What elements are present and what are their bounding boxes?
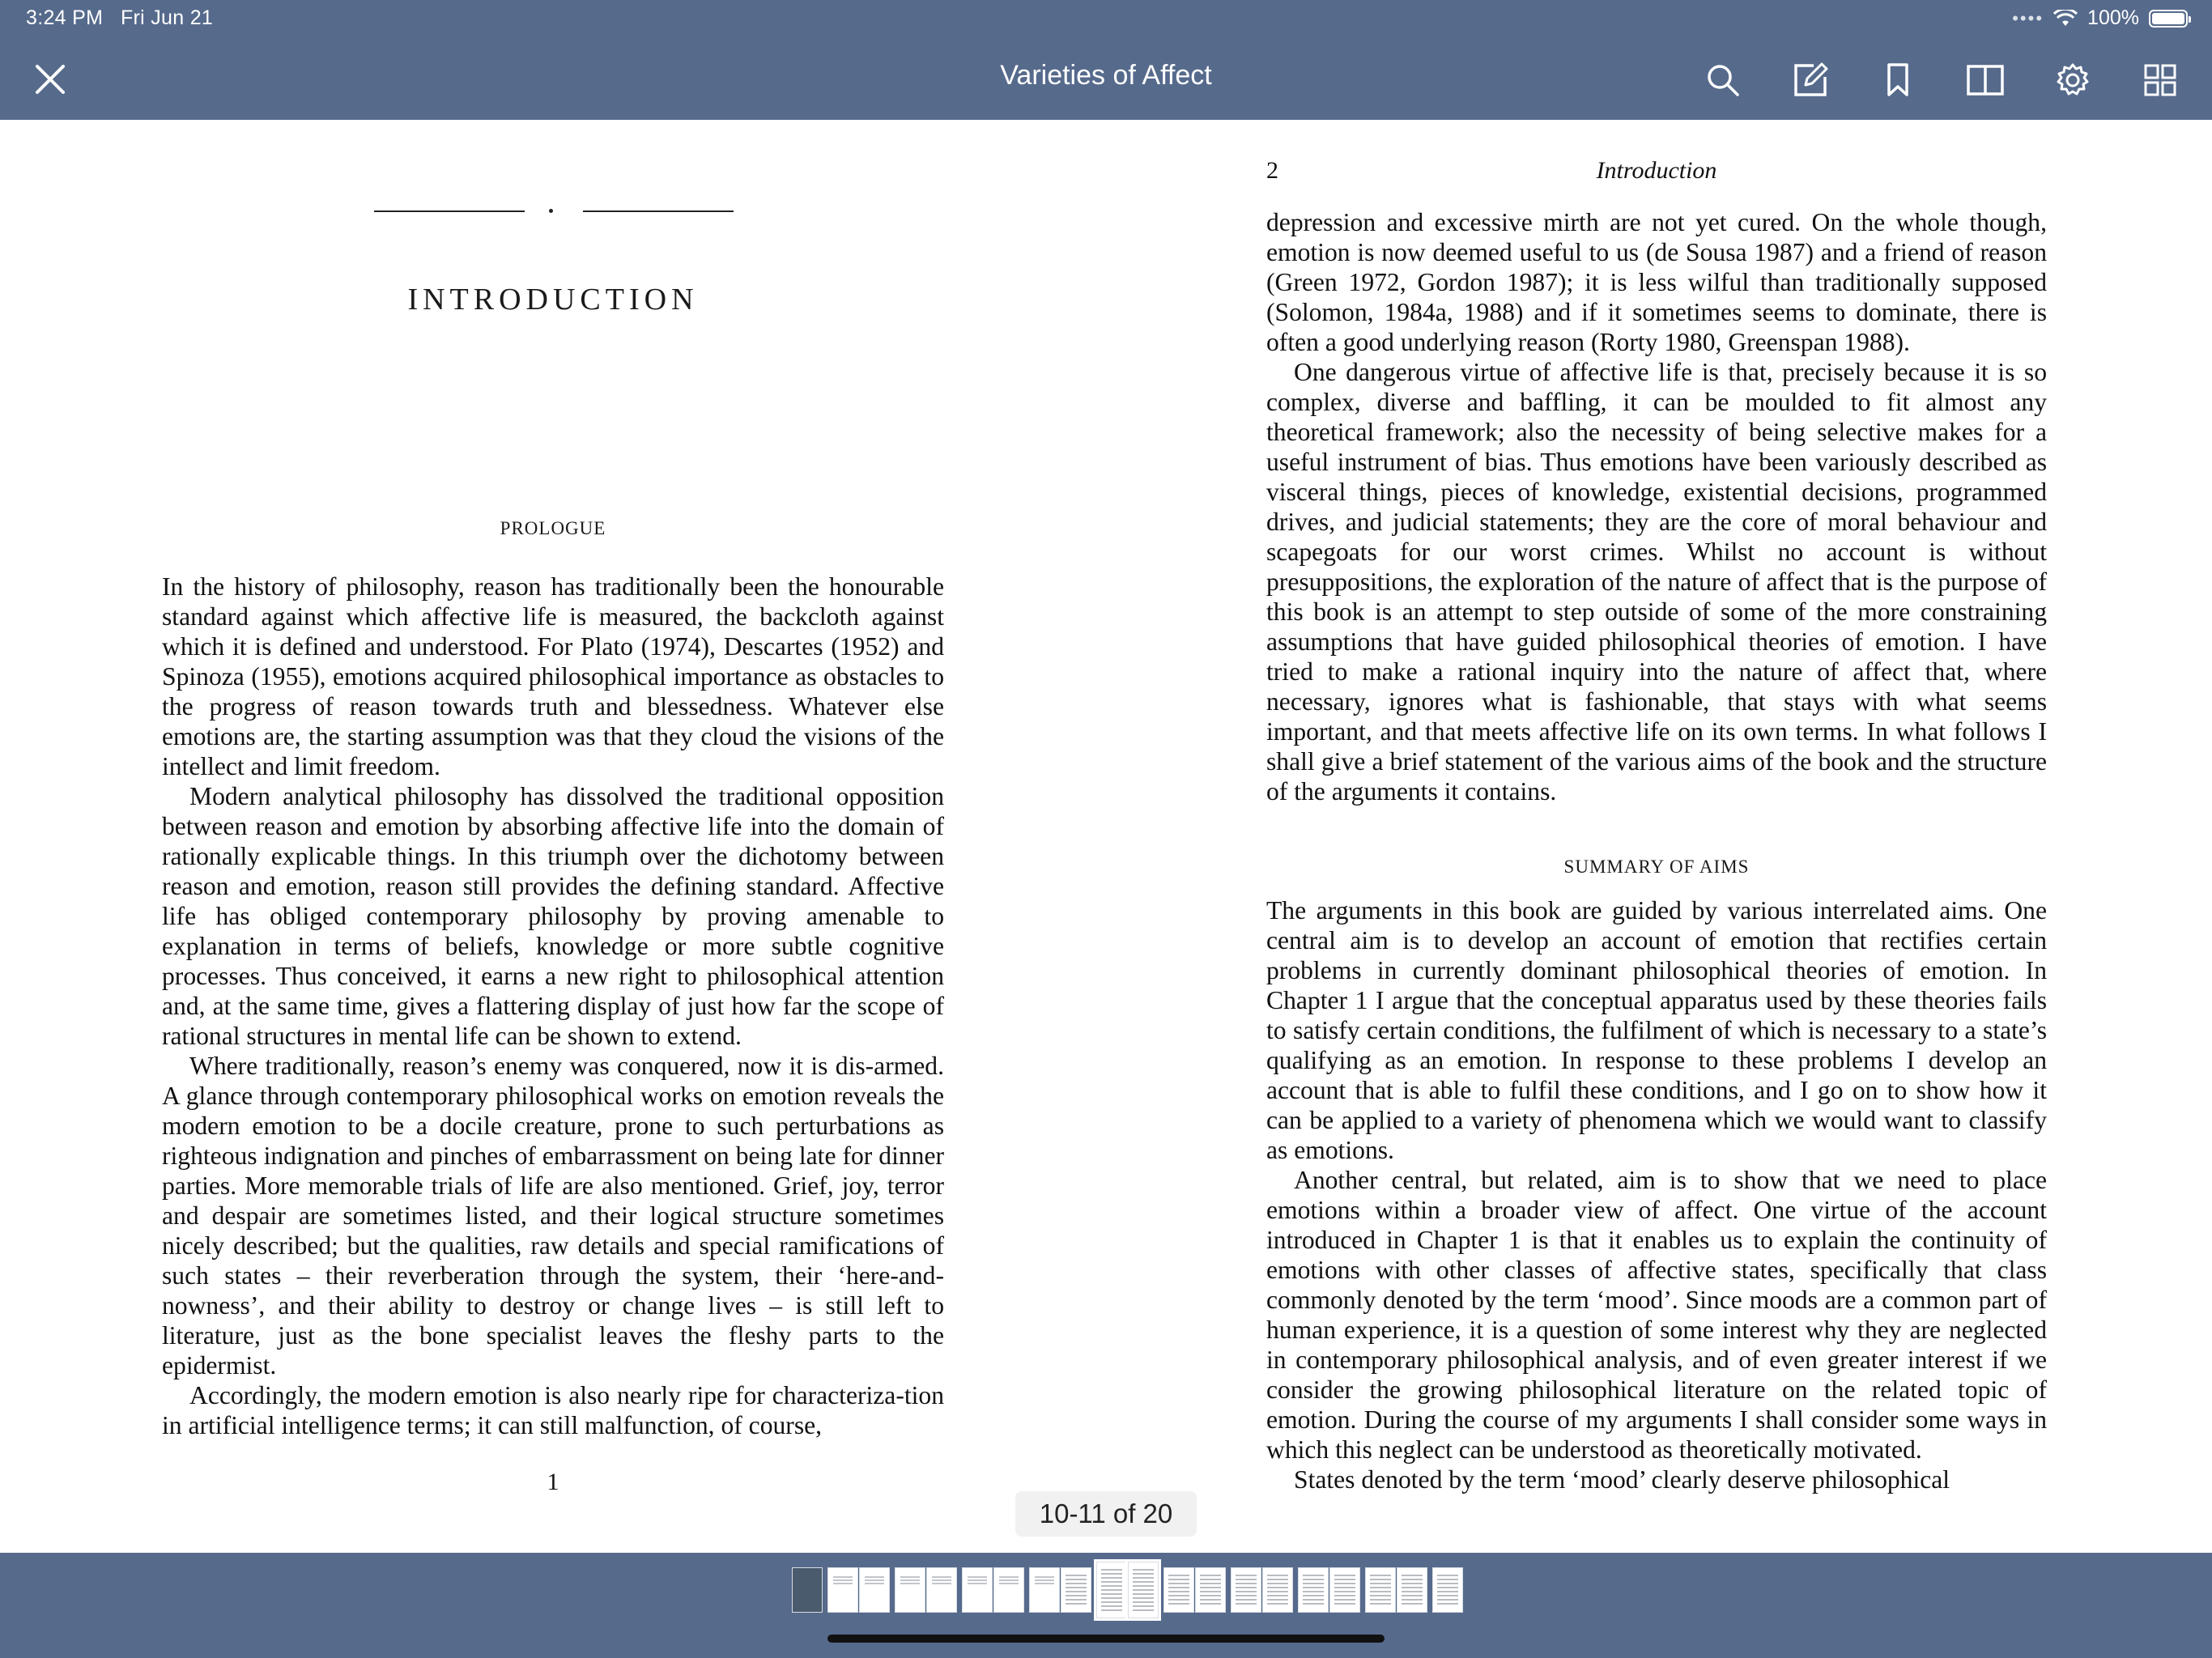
- thumbnail-text-preview: [1303, 1575, 1324, 1605]
- right-page-text-bottom: [1266, 895, 2047, 1494]
- document-title: Varieties of Affect: [1000, 60, 1212, 91]
- page-number: 1: [547, 1469, 559, 1495]
- running-head: [1266, 157, 2047, 189]
- thumbnail-page[interactable]: [1029, 1567, 1060, 1613]
- annotate-icon: [1793, 62, 1828, 98]
- top-bar: [0, 0, 2212, 120]
- thumbnail-page[interactable]: [962, 1567, 993, 1613]
- reading-mode-icon: [1966, 64, 2005, 96]
- settings-icon: [2055, 62, 2091, 98]
- paragraph: The arguments in this book are guided by various interrelated aims. One central aim is to develop an account of emotion that rectifies certain problems in currently dominant philosophical theories of emotion. In Chapter 1 I argue that the conceptual apparatus used by these theories fails to satisfy certain conditions, the fulfilment of which is necessary to a state’s qualifying as an emotion. In response to these problems I develop an account that is able to fulfil these conditions, and I go on to show how it can be applied to a variety of phenomena which we would want to classify as emotions.: [1266, 896, 2047, 1164]
- running-head-title: Introduction: [1596, 157, 1717, 184]
- thumbnail-text-preview: [1101, 1569, 1122, 1611]
- thumbnail-text-preview: [1035, 1576, 1054, 1584]
- battery-percent: 100%: [2087, 6, 2139, 29]
- thumbnail-page[interactable]: [895, 1567, 925, 1613]
- thumbnail-page[interactable]: [859, 1567, 890, 1613]
- thumbnail-text-preview: [999, 1576, 1019, 1584]
- thumbnail-text-preview: [1133, 1569, 1154, 1611]
- thumbnail-page[interactable]: [1163, 1567, 1194, 1613]
- thumbnail-text-preview: [900, 1576, 920, 1584]
- wifi-icon: [2053, 10, 2078, 28]
- paragraph: depression and excessive mirth are not yet cured. On the whole though, emotion is now deemed useful to us (de Sousa 1987) and a friend of reason (Green 1972, Gordon 1987); it is less wilful than traditionally supposed (Solomon, 1984a, 1988) and if it sometimes seems to dominate, there is often a good underlying reason (Rorty 1980, Greenspan 1988).: [1266, 208, 2047, 356]
- grid-view-button[interactable]: [2138, 60, 2183, 100]
- thumbnail-page[interactable]: [1397, 1567, 1427, 1613]
- status-date: Fri Jun 21: [120, 6, 214, 29]
- section-heading-summary: SUMMARY OF AIMS: [1563, 857, 1750, 877]
- thumbnail-text-preview: [1402, 1575, 1423, 1605]
- thumbnail-text-preview: [1168, 1575, 1189, 1605]
- thumbnail-page[interactable]: [1231, 1567, 1261, 1613]
- thumbnail-cover[interactable]: [792, 1567, 823, 1613]
- thumbnail-text-preview: [968, 1576, 987, 1584]
- thumbnail-page[interactable]: [1329, 1567, 1360, 1613]
- running-head-page-number: 2: [1266, 157, 1278, 184]
- thumbnail-text-preview: [1236, 1575, 1257, 1605]
- thumbnail-page[interactable]: [1061, 1567, 1091, 1613]
- ornament-rule-left: [374, 210, 525, 212]
- page-counter: 10-11 of 20: [1015, 1491, 1197, 1537]
- thumbnail-page[interactable]: [1432, 1567, 1463, 1613]
- thumbnail-text-preview: [1370, 1575, 1391, 1605]
- thumbnail-text-preview: [1200, 1575, 1221, 1605]
- left-page-text: [162, 572, 944, 1440]
- annotate-button[interactable]: [1788, 60, 1833, 100]
- paragraph: Where traditionally, reason’s enemy was conquered, now it is dis-armed. A glance through contemporary philosophical works on emotion reveals the modern emotion to be a docile creature, prone to such perturbations as righteous indignation and pinches of embarrassment on being late for dinner parties. More memorable trials of life are also mentioned. Grief, joy, terror and despair are sometimes listed, and their logical structure sometimes nicely described; but the qualities, raw details and special ramifications of such states – their reverberation through the system, their ‘here-and-nowness’, and their ability to destroy or change lives – is still left to literature, just as the bone specialist leaves the fleshy parts to the epidermist.: [162, 1052, 944, 1380]
- chapter-ornament: [374, 202, 734, 219]
- thumbnail-page[interactable]: [1128, 1562, 1159, 1618]
- section-heading-prologue: PROLOGUE: [500, 518, 606, 538]
- right-page-text-top: [1266, 207, 2047, 806]
- thumbnail-page[interactable]: [1298, 1567, 1329, 1613]
- thumbnail-text-preview: [1334, 1575, 1355, 1605]
- thumbnail-text-preview: [865, 1576, 884, 1584]
- thumbnail-page[interactable]: [926, 1567, 957, 1613]
- bookmark-button[interactable]: [1875, 60, 1921, 100]
- battery-fill: [2152, 13, 2184, 24]
- toolbar: [1700, 60, 2183, 100]
- status-right: [2012, 6, 2188, 30]
- right-page: [1266, 120, 2047, 1553]
- status-time-date: [26, 6, 213, 30]
- reading-mode-button[interactable]: [1963, 60, 2008, 100]
- thumbnail-page[interactable]: [1195, 1567, 1226, 1613]
- chapter-title: INTRODUCTION: [407, 283, 699, 317]
- thumbnail-text-preview: [1267, 1575, 1288, 1605]
- grid-view-icon: [2144, 64, 2176, 96]
- paragraph: Accordingly, the modern emotion is also nearly ripe for characteriza-tion in artificial intelligence terms; it can still malfunction, of course,: [162, 1381, 944, 1439]
- status-time: 3:24 PM: [26, 6, 104, 29]
- thumbnail-page[interactable]: [827, 1567, 858, 1613]
- battery-icon: [2149, 10, 2188, 28]
- search-button[interactable]: [1700, 60, 1746, 100]
- thumbnail-text-preview: [1437, 1575, 1458, 1605]
- thumbnail-page[interactable]: [993, 1567, 1024, 1613]
- ornament-dot: [549, 209, 553, 213]
- search-icon: [1705, 62, 1741, 98]
- paragraph: Modern analytical philosophy has dissolved the traditional opposition between reason and emotion by absorbing affective life into the domain of rationally explicable things. In this triumph over the dichotomy between reason and emotion, reason still provides the defining standard. Affective life has obliged contemporary philosophy by proving amenable to explanation in terms of beliefs, knowledge or more subtle cognitive processes. Thus conceived, it earns a new right to philosophical attention and, at the same time, gives a flattering display of just how far the scope of rational structures in mental life can be shown to extend.: [162, 782, 944, 1050]
- thumbnail-text-preview: [932, 1576, 951, 1584]
- thumbnail-text-preview: [833, 1576, 853, 1584]
- cellular-dots-icon: ••••: [2012, 7, 2044, 28]
- paragraph: Another central, but related, aim is to show that we need to place emotions within a broader view of affect. One virtue of the account introduced in Chapter 1 is that it enables us to explain the continuity of emotions with other classes of affective states, specifically that class commonly denoted by the term ‘mood’. Since moods are a common part of human experience, it is a question of some interest why they are neglected in contemporary philosophical analysis, and of even greater interest if we consider the growing philosophical literature on the related topic of emotion. During the course of my arguments I shall consider some ways in which this neglect can be understood as theoretically motivated.: [1266, 1166, 2047, 1464]
- left-page: [162, 120, 944, 1553]
- paragraph: One dangerous virtue of affective life is that, precisely because it is so complex, diverse and baffling, it can be moulded to fit almost any theoretical framework; also the necessity of being selective makes for a useful instrument of bias. Thus emotions have been variously described as visceral things, pieces of knowledge, existential decisions, programmed drives, and judicial statements; they are the core of moral behaviour and scapegoats for our worst crimes. Whilst no account is without presuppositions, the exploration of the nature of affect that is the purpose of this book is an attempt to step outside of some of the more constraining assumptions that have guided philosophical theories of emotion. I have tried to make a rational inquiry into the nature of affect that, where necessary, ignores what is fashionable, that stays with what seems important, and that meets affective life on its own terms. In what follows I shall give a brief statement of the various aims of the book and the structure of the arguments it contains.: [1266, 358, 2047, 806]
- thumbnail-strip[interactable]: [792, 1567, 1464, 1613]
- ornament-rule-right: [583, 210, 734, 212]
- thumbnail-page[interactable]: [1262, 1567, 1293, 1613]
- settings-button[interactable]: [2050, 60, 2095, 100]
- paragraph: States denoted by the term ‘mood’ clearly deserve philosophical: [1294, 1465, 1950, 1494]
- paragraph: In the history of philosophy, reason has traditionally been the honourable standard against which affective life is measured, the backcloth against which it is defined and understood. For Plato (1974), Descartes (1952) and Spinoza (1955), emotions acquired philosophical importance as obstacles to the progress of reason towards truth and blessedness. Whatever else emotions are, the starting assumption was that they cloud the visions of the intellect and limit freedom.: [162, 572, 944, 780]
- thumbnail-page[interactable]: [1365, 1567, 1396, 1613]
- page-spread[interactable]: [0, 120, 2212, 1553]
- thumbnail-page[interactable]: [1096, 1562, 1127, 1618]
- bookmark-icon: [1886, 62, 1910, 98]
- thumbnail-text-preview: [1066, 1575, 1087, 1605]
- home-indicator[interactable]: [827, 1635, 1385, 1643]
